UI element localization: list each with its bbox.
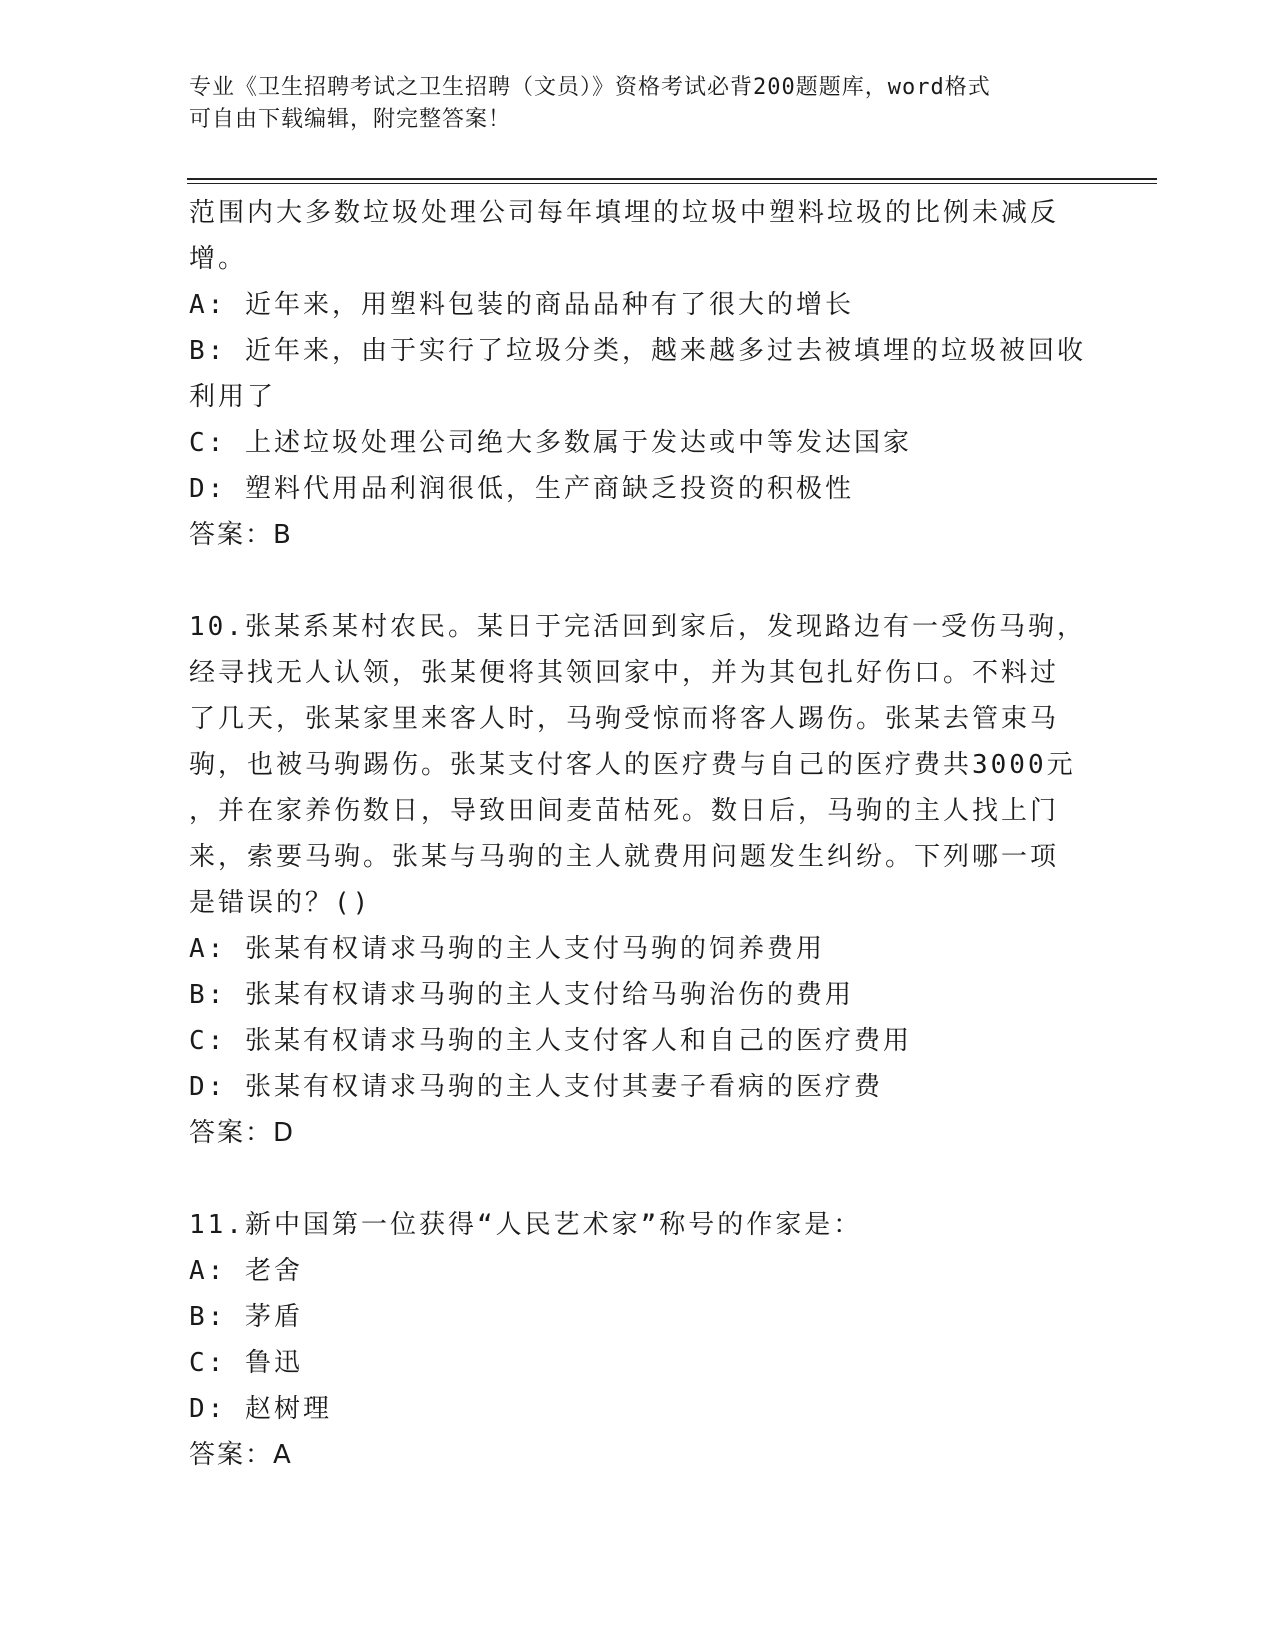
question-text-line: 范围内大多数垃圾处理公司每年填埋的垃圾中塑料垃圾的比例未减反 — [189, 198, 1060, 228]
question-text-line: 是错误的？() — [189, 888, 372, 918]
answer: 答案：A — [189, 1440, 293, 1470]
option-c: C: 上述垃圾处理公司绝大多数属于发达或中等发达国家 — [189, 428, 912, 458]
option-c: C: 张某有权请求马驹的主人支付客人和自己的医疗费用 — [189, 1026, 912, 1056]
header-title-line-2: 可自由下载编辑，附完整答案！ — [189, 107, 512, 132]
answer: 答案：B — [189, 520, 293, 550]
option-d: D: 张某有权请求马驹的主人支付其妻子看病的医疗费 — [189, 1072, 883, 1102]
option-b-continued: 利用了 — [189, 382, 277, 412]
option-d: D: 赵树理 — [189, 1394, 332, 1424]
document-header — [189, 72, 1089, 136]
answer: 答案：D — [189, 1118, 296, 1148]
question-text-line: 经寻找无人认领，张某便将其领回家中，并为其包扎好伤口。不料过 — [189, 658, 1060, 688]
question-text-line: 增。 — [189, 244, 248, 274]
option-b: B: 张某有权请求马驹的主人支付给马驹治伤的费用 — [189, 980, 854, 1010]
option-b: B: 近年来，由于实行了垃圾分类，越来越多过去被填埋的垃圾被回收 — [189, 336, 1086, 366]
question-text-line: 来，索要马驹。张某与马驹的主人就费用问题发生纠纷。下列哪一项 — [189, 842, 1060, 872]
option-a: A: 张某有权请求马驹的主人支付马驹的饲养费用 — [189, 934, 825, 964]
question-text-line: 驹，也被马驹踢伤。张某支付客人的医疗费与自己的医疗费共3000元 — [189, 750, 1076, 780]
header-divider-thick — [187, 178, 1157, 180]
option-d: D: 塑料代用品利润很低，生产商缺乏投资的积极性 — [189, 474, 854, 504]
question-list — [189, 190, 1089, 1478]
question-text-line: 10.张某系某村农民。某日于完活回到家后，发现路边有一受伤马驹， — [189, 612, 1086, 642]
option-b: B: 茅盾 — [189, 1302, 303, 1332]
question-text-line: 了几天，张某家里来客人时，马驹受惊而将客人踢伤。张某去管束马 — [189, 704, 1060, 734]
option-a: A: 老舍 — [189, 1256, 303, 1286]
header-divider-thin — [187, 183, 1157, 184]
question-text-line: ，并在家养伤数日，导致田间麦苗枯死。数日后，马驹的主人找上门 — [189, 796, 1060, 826]
header-title-line-1: 专业《卫生招聘考试之卫生招聘（文员）》资格考试必背200题题库，word格式 — [189, 75, 991, 100]
question-10 — [189, 604, 1089, 1156]
question-11 — [189, 1202, 1089, 1478]
question-text: 11.新中国第一位获得“人民艺术家”称号的作家是： — [189, 1210, 863, 1240]
question-9 — [189, 190, 1089, 558]
option-c: C: 鲁迅 — [189, 1348, 303, 1378]
option-a: A: 近年来，用塑料包装的商品品种有了很大的增长 — [189, 290, 854, 320]
